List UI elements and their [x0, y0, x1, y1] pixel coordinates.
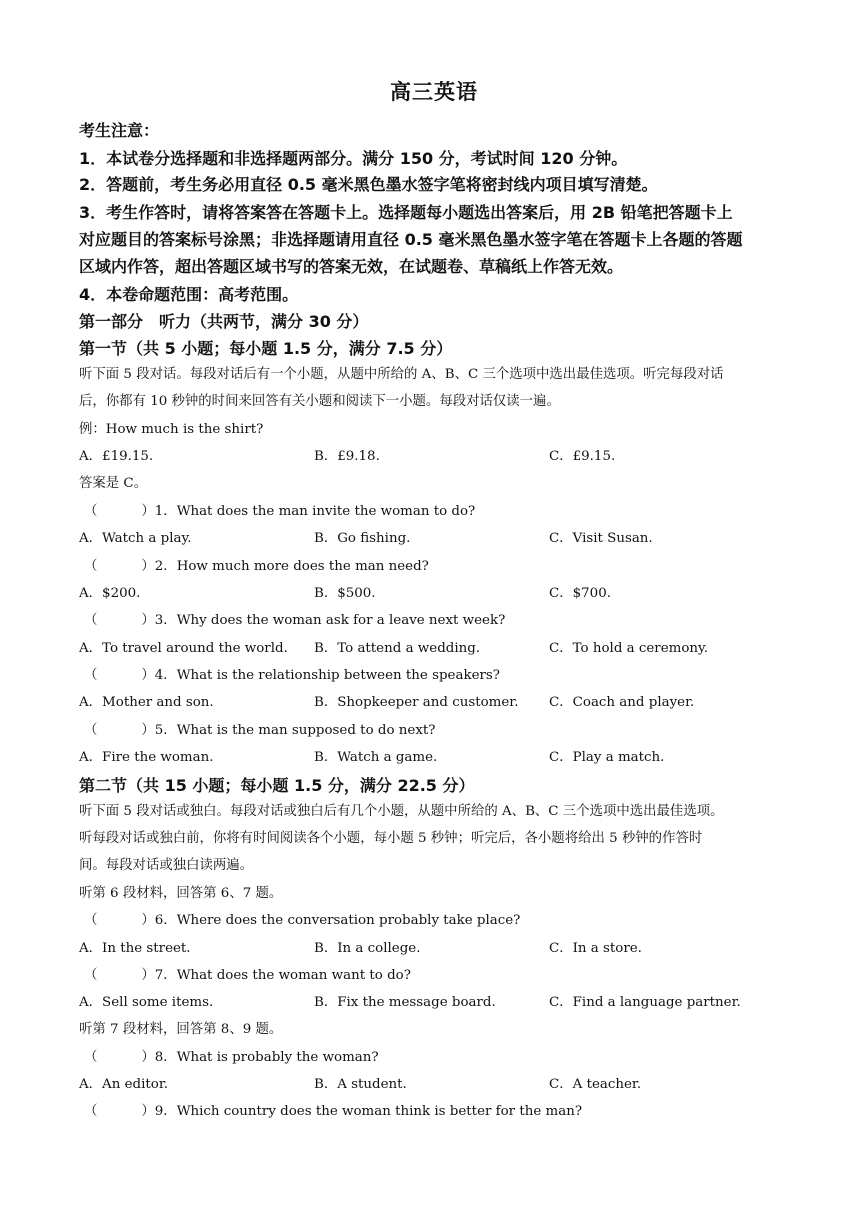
- section-title: 第一节（共 5 小题；每小题 1.5 分，满分 7.5 分）: [79, 339, 453, 358]
- option-c: C．£9.15.: [549, 449, 616, 464]
- question-8: [84, 1046, 379, 1065]
- answer-blank-close: ）: [141, 1104, 155, 1119]
- option-a: A．Fire the woman.: [79, 750, 214, 765]
- option-a: A．In the street.: [79, 941, 191, 956]
- page-title: 高三英语: [390, 80, 478, 104]
- question-7: [84, 964, 411, 983]
- option-b: B．£9.18.: [314, 449, 380, 464]
- option-b: B．Fix the message board.: [314, 995, 496, 1010]
- question-1: [84, 500, 475, 519]
- question-text: 9．Which country does the woman think is better for the man?: [154, 1104, 582, 1119]
- option-c: C．Coach and player.: [549, 695, 695, 710]
- answer-blank-close: ）: [141, 668, 155, 683]
- question-2: [84, 555, 429, 574]
- option-a: A．Sell some items.: [79, 995, 214, 1010]
- notice-item: 对应题目的答案标号涂黑；非选择题请用直径 0.5 毫米黑色墨水签字笔在答题卡上各题的答题: [79, 230, 743, 249]
- instructions-line: 间。每段对话或独白读两遍。: [79, 858, 254, 873]
- question-text: 8．What is probably the woman?: [154, 1050, 379, 1065]
- option-c: C．Play a match.: [549, 750, 665, 765]
- option-b: B．Shopkeeper and customer.: [314, 695, 519, 710]
- question-text: 4．What is the relationship between the speakers?: [154, 668, 500, 683]
- option-b: B．A student.: [314, 1077, 407, 1092]
- option-b: B．To attend a wedding.: [314, 641, 481, 656]
- question-text: 5．What is the man supposed to do next?: [154, 723, 436, 738]
- answer-blank-open: （: [84, 913, 98, 928]
- option-b: B．Watch a game.: [314, 750, 438, 765]
- answer-blank-open: （: [84, 1050, 98, 1065]
- instructions-line: 听下面 5 段对话或独白。每段对话或独白后有几个小题，从题中所给的 A、B、C 三个选项中选出最佳选项。: [79, 804, 724, 819]
- answer-blank-close: ）: [141, 723, 155, 738]
- option-c: C．A teacher.: [549, 1077, 642, 1092]
- answer-blank-close: ）: [141, 504, 155, 519]
- notice-item: 4．本卷命题范围：高考范围。: [79, 285, 299, 304]
- answer-blank-open: （: [84, 613, 98, 628]
- answer-blank-close: ）: [141, 913, 155, 928]
- option-c: C．Visit Susan.: [549, 531, 653, 546]
- option-a: A．An editor.: [79, 1077, 169, 1092]
- material-note: 听第 6 段材料，回答第 6、7 题。: [79, 886, 283, 901]
- question-text: 6．Where does the conversation probably take place?: [154, 913, 521, 928]
- option-a: A．£19.15.: [79, 449, 154, 464]
- notice-heading: 考生注意：: [79, 121, 160, 140]
- answer-blank-open: （: [84, 668, 98, 683]
- example-answer: 答案是 C。: [79, 476, 148, 491]
- answer-blank-close: ）: [141, 1050, 155, 1065]
- answer-blank-open: （: [84, 559, 98, 574]
- question-4: [84, 664, 500, 683]
- example-question: 例：How much is the shirt?: [79, 422, 264, 437]
- question-text: 7．What does the woman want to do?: [154, 968, 411, 983]
- notice-item: 区域内作答，超出答题区域书写的答案无效，在试题卷、草稿纸上作答无效。: [79, 257, 624, 276]
- answer-blank-open: （: [84, 723, 98, 738]
- option-c: C．Find a language partner.: [549, 995, 741, 1010]
- question-text: 2．How much more does the man need?: [154, 559, 429, 574]
- question-5: [84, 719, 435, 738]
- option-b: B．In a college.: [314, 941, 421, 956]
- option-b: B．Go fishing.: [314, 531, 411, 546]
- notice-item: 3．考生作答时，请将答案答在答题卡上。选择题每小题选出答案后，用 2B 铅笔把答题卡上: [79, 203, 733, 222]
- question-6: [84, 909, 520, 928]
- answer-blank-close: ）: [141, 613, 155, 628]
- option-a: A．$200.: [79, 586, 141, 601]
- option-b: B．$500.: [314, 586, 376, 601]
- instructions-line: 听每段对话或独白前，你将有时间阅读各个小题，每小题 5 秒钟；听完后，各小题将给出 5 秒钟的作答时: [79, 831, 703, 846]
- question-text: 1．What does the man invite the woman to do?: [154, 504, 476, 519]
- answer-blank-close: ）: [141, 968, 155, 983]
- option-c: C．In a store.: [549, 941, 642, 956]
- option-a: A．Watch a play.: [79, 531, 192, 546]
- instructions-line: 后，你都有 10 秒钟的时间来回答有关小题和阅读下一小题。每段对话仅读一遍。: [79, 394, 560, 409]
- option-c: C．To hold a ceremony.: [549, 641, 709, 656]
- material-note: 听第 7 段材料，回答第 8、9 题。: [79, 1022, 283, 1037]
- notice-item: 2．答题前，考生务必用直径 0.5 毫米黑色墨水签字笔将密封线内项目填写清楚。: [79, 175, 658, 194]
- answer-blank-open: （: [84, 968, 98, 983]
- question-9: [84, 1100, 582, 1119]
- part-title: 第一部分 听力（共两节，满分 30 分）: [79, 312, 369, 331]
- question-text: 3．Why does the woman ask for a leave next week?: [154, 613, 506, 628]
- notice-item: 1．本试卷分选择题和非选择题两部分。满分 150 分，考试时间 120 分钟。: [79, 149, 628, 168]
- instructions-line: 听下面 5 段对话。每段对话后有一个小题，从题中所给的 A、B、C 三个选项中选出最佳选项。听完每段对话: [79, 367, 724, 382]
- option-c: C．$700.: [549, 586, 611, 601]
- question-3: [84, 609, 505, 628]
- option-a: A．Mother and son.: [79, 695, 214, 710]
- answer-blank-open: （: [84, 1104, 98, 1119]
- answer-blank-close: ）: [141, 559, 155, 574]
- section-title: 第二节（共 15 小题；每小题 1.5 分，满分 22.5 分）: [79, 776, 475, 795]
- answer-blank-open: （: [84, 504, 98, 519]
- option-a: A．To travel around the world.: [79, 641, 288, 656]
